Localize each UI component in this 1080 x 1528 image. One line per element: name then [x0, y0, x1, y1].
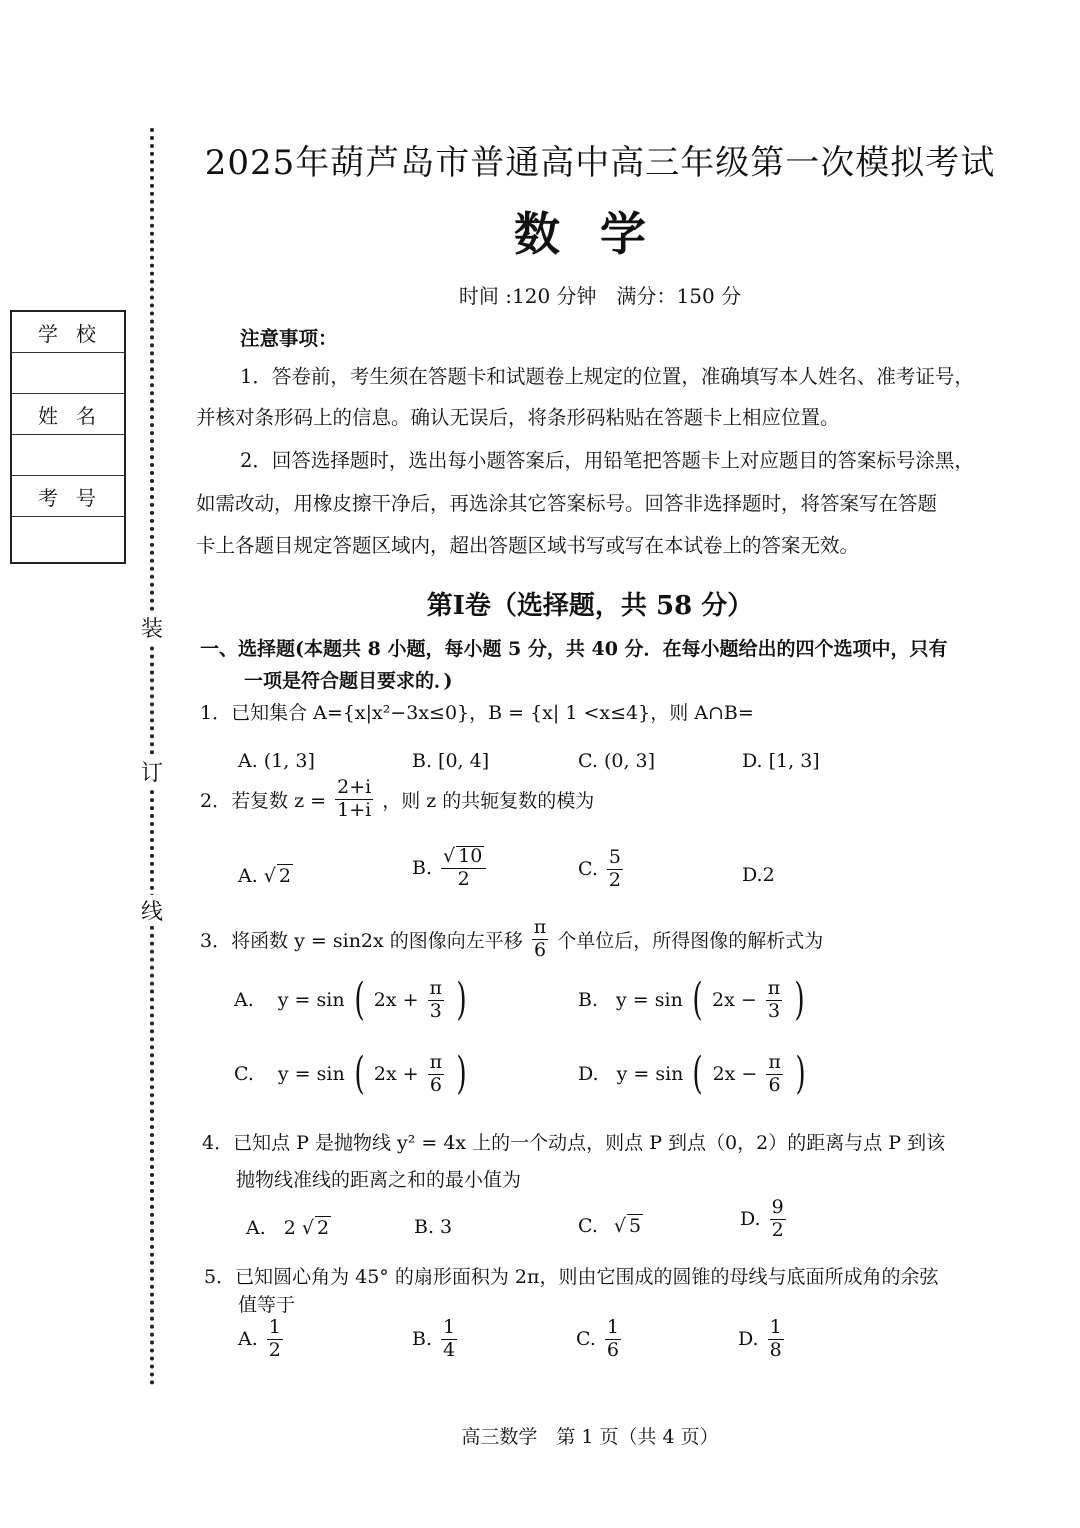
- q3-option-a: [234, 974, 470, 1025]
- q2-c-label: C.: [578, 858, 598, 881]
- q4-a-coef: 2: [283, 1216, 296, 1239]
- q5-d-label: D.: [738, 1328, 759, 1351]
- binding-char-zhuang: 装: [140, 612, 164, 643]
- q5-c-label: C.: [576, 1328, 596, 1351]
- q4-option-c: C. √ 5: [578, 1214, 642, 1237]
- q4-option-a: A. 2 √ 2: [246, 1216, 330, 1239]
- q3-d-num: π: [768, 1050, 781, 1073]
- q5-a-den: 2: [268, 1338, 281, 1361]
- q2-suffix: ，则 z 的共轭复数的模为: [382, 789, 595, 812]
- id-field[interactable]: [12, 517, 124, 558]
- q5-b-label: B.: [412, 1328, 433, 1351]
- q1-option-b: B. [0, 4]: [412, 750, 490, 772]
- q3-num: π: [533, 916, 547, 938]
- notice-item2-line1: 2．回答选择题时，选出每小题答案后，用铅笔把答题卡上对应题目的答案标号涂黑，: [240, 449, 974, 472]
- q5-b-num: 1: [443, 1316, 456, 1338]
- q3-option-c: [234, 1048, 470, 1099]
- q4-c-label: C.: [578, 1214, 598, 1237]
- q1-option-d: D. [1, 3]: [742, 750, 820, 772]
- q4-a-radicand: 2: [316, 1217, 330, 1239]
- binding-char-ding: 订: [140, 756, 164, 787]
- q3-a-expr: y = sin: [277, 989, 345, 1011]
- q5-stem-line2: 值等于: [238, 1294, 296, 1316]
- q3-a-num: π: [429, 976, 442, 999]
- id-label: 考号: [12, 476, 124, 517]
- notice-heading: 注意事项：: [240, 327, 338, 350]
- q3-option-b: [578, 974, 808, 1025]
- q2-c-num: 5: [608, 846, 621, 868]
- q3-a-label: A.: [234, 989, 254, 1011]
- q2-option-c: [578, 848, 626, 891]
- q2-c-fraction: [607, 848, 623, 891]
- q3-suffix: 个单位后，所得图像的解析式为: [557, 929, 824, 952]
- q5-c-den: 6: [606, 1338, 619, 1361]
- q2-a-label: A.: [238, 864, 258, 887]
- q2-option-b: [412, 846, 489, 890]
- q3-c-lparen: (: [354, 1048, 365, 1099]
- q2-c-den: 2: [608, 868, 621, 891]
- q5-c-num: 1: [606, 1316, 619, 1338]
- q5-d-den: 8: [769, 1338, 782, 1361]
- subject-title: 数学: [514, 207, 686, 261]
- time-score-info: 时间 :120 分钟 满分：150 分: [458, 284, 742, 308]
- q1-option-c: C. (0, 3]: [578, 750, 656, 772]
- page-footer: 高三数学 第 1 页（共 4 页）: [461, 1426, 719, 1448]
- q4-stem-line1: 4．已知点 P 是抛物线 y² = 4x 上的一个动点，则点 P 到点（0，2）的距离与点 P 到该: [202, 1132, 946, 1154]
- q3-c-label: C.: [234, 1063, 254, 1085]
- q5-option-d: [738, 1318, 787, 1361]
- q5-d-num: 1: [769, 1316, 782, 1338]
- notice-item2-line2: 如需改动，用橡皮擦干净后，再选涂其它答案标号。回答非选择题时，将答案写在答题: [196, 492, 938, 515]
- q3-b-rparen: ): [794, 974, 805, 1025]
- q2-b-den: 2: [457, 867, 470, 890]
- q3-den: 6: [533, 938, 547, 961]
- part-instructions-line2: 一项是符合题目要求的．): [244, 670, 453, 692]
- q3-b-num: π: [767, 976, 781, 999]
- q3-b-den: 3: [767, 999, 781, 1022]
- q1-stem: 1．已知集合 A={x|x²−3x≤0}，B = {x| 1 <x≤4}，则 A∩B=: [200, 702, 754, 724]
- q4-d-den: 2: [771, 1218, 784, 1241]
- q5-option-b: [412, 1318, 460, 1361]
- q2-den: 1+i: [337, 798, 372, 821]
- q3-a-lparen: (: [353, 974, 365, 1025]
- q4-c-radicand: 5: [629, 1215, 642, 1237]
- q5-a-fraction: [267, 1318, 283, 1361]
- q5-a-label: A.: [238, 1328, 258, 1351]
- q3-d-expr: y = sin: [616, 1063, 684, 1085]
- q3-prefix: 3．将函数 y = sin2x 的图像向左平移: [200, 929, 523, 952]
- q2-b-label: B.: [412, 856, 433, 879]
- student-info-box: [10, 310, 126, 564]
- q3-a-fraction: [428, 976, 445, 1022]
- exam-title: 2025年葫芦岛市普通高中高三年级第一次模拟考试: [204, 143, 996, 183]
- name-label: 姓名: [12, 394, 124, 435]
- q3-c-rparen: ): [456, 1048, 467, 1099]
- q3-a-inner: 2x +: [373, 989, 419, 1011]
- part-instructions-line1: 一、选择题(本题共 8 小题，每小题 5 分，共 40 分．在每小题给出的四个选项中，只有: [200, 638, 948, 660]
- q3-c-inner: 2x +: [373, 1063, 419, 1085]
- q3-b-fraction: [766, 976, 783, 1022]
- q5-d-fraction: [768, 1318, 784, 1361]
- q3-a-rparen: ): [456, 974, 467, 1025]
- q2-num: 2+i: [337, 776, 372, 798]
- q4-d-label: D.: [740, 1208, 761, 1231]
- q2-a-radicand: 2: [278, 865, 291, 887]
- q4-option-d: [740, 1198, 789, 1241]
- q2-b-fraction: $\frac{√ 10}{2}$: [441, 846, 486, 890]
- school-field[interactable]: [12, 353, 124, 394]
- notice-item1-line1: 1．答卷前，考生须在答题卡和试题卷上规定的位置，准确填写本人姓名、准考证号，: [240, 365, 974, 388]
- school-label: 学校: [12, 312, 124, 353]
- q3-d-rparen: ): [795, 1048, 806, 1099]
- q2-option-a: A. √ 2: [238, 864, 291, 887]
- q5-b-den: 4: [443, 1338, 456, 1361]
- q5-option-a: [238, 1318, 286, 1361]
- name-field[interactable]: [12, 435, 124, 476]
- q3-a-den: 3: [429, 999, 442, 1022]
- notice-item1-line2: 并核对条形码上的信息。确认无误后，将条形码粘贴在答题卡上相应位置。: [196, 406, 840, 429]
- q3-d-den: 6: [768, 1073, 781, 1096]
- q3-b-label: B.: [578, 989, 599, 1011]
- q3-c-expr: y = sin: [277, 1063, 345, 1085]
- q5-stem-line1: 5．已知圆心角为 45° 的扇形面积为 2π，则由它围成的圆锥的母线与底面所成角的余弦: [204, 1266, 939, 1288]
- q4-d-fraction: [770, 1198, 786, 1241]
- q3-c-num: π: [429, 1050, 443, 1073]
- q2-prefix: 2．若复数 z =: [200, 789, 327, 812]
- q2-fraction: [335, 778, 373, 821]
- q5-a-num: 1: [268, 1316, 281, 1338]
- q3-d-fraction: [766, 1050, 783, 1096]
- q4-a-label: A.: [246, 1216, 266, 1239]
- q5-option-c: [576, 1318, 624, 1361]
- notice-item2-line3: 卡上各题目规定答题区域内，超出答题区域书写或写在本试卷上的答案无效。: [196, 534, 860, 557]
- q3-option-d: [578, 1048, 809, 1099]
- q4-stem-line2: 抛物线准线的距离之和的最小值为: [236, 1169, 522, 1191]
- q5-c-fraction: [605, 1318, 621, 1361]
- q5-b-fraction: [441, 1318, 457, 1361]
- q4-d-num: 9: [771, 1196, 784, 1218]
- q3-c-fraction: [428, 1050, 445, 1096]
- q2-b-radicand: 10: [458, 845, 483, 867]
- q3-d-inner: 2x −: [712, 1063, 758, 1085]
- q2-stem: [200, 778, 594, 821]
- q1-option-a: A. (1, 3]: [238, 750, 315, 772]
- q3-d-lparen: (: [692, 1048, 704, 1099]
- section-title: 第Ⅰ卷（选择题，共 58 分）: [426, 591, 754, 621]
- q3-b-expr: y = sin: [616, 989, 683, 1011]
- q2-option-d: D.2: [742, 864, 775, 886]
- q3-c-den: 6: [429, 1073, 442, 1096]
- q4-option-b: B. 3: [414, 1216, 453, 1238]
- q3-fraction: [532, 918, 549, 961]
- q3-stem: [200, 918, 823, 961]
- q3-b-inner: 2x −: [711, 989, 757, 1011]
- q3-d-label: D.: [578, 1063, 599, 1085]
- q3-b-lparen: (: [692, 974, 703, 1025]
- binding-char-xian: 线: [140, 895, 164, 926]
